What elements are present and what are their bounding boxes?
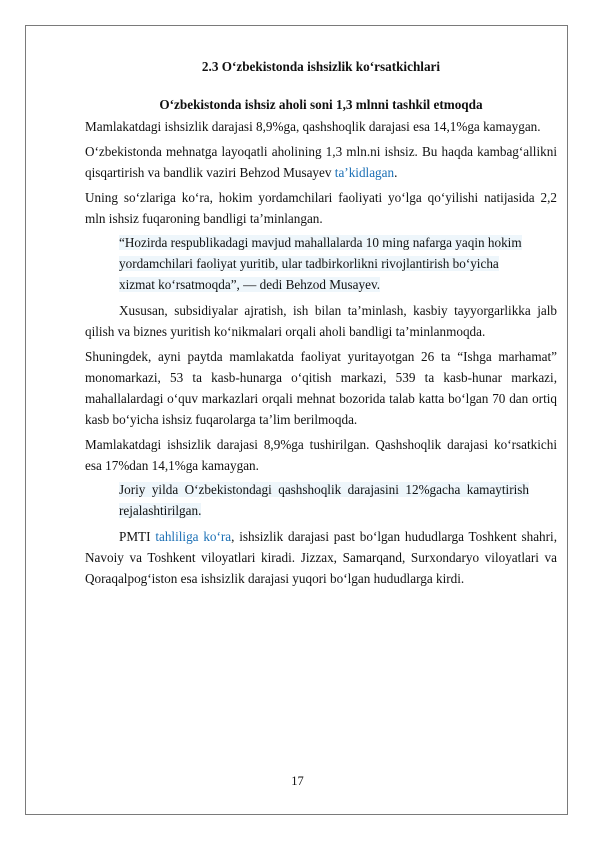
paragraph-6: Mamlakatdagi ishsizlik darajasi 8,9%ga tushirilgan. Qashshoqlik darajasi ko‘rsatkichi esa 17%dan 14,1%ga kamaygan. bbox=[85, 437, 557, 473]
paragraph-7 bbox=[85, 526, 557, 589]
paragraph-3: Uning so‘zlariga ko‘ra, hokim yordamchilari faoliyati yo‘lga qo‘yilishi natijasida 2,2 mln ishsiz fuqaroning bandligi ta’minlangan. bbox=[85, 190, 557, 226]
paragraph-2-end: . bbox=[394, 165, 398, 180]
quote-1-text: “Hozirda respublikadagi mavjud mahallalarda 10 ming nafarga yaqin hokim yordamchilari faoliyat yuritib, ular tadbirkorlikni rivojlantirish bo‘yicha xizmat ko‘rsatmoqda”, — dedi Behzod Musayev. bbox=[119, 235, 522, 292]
link-takidlagan[interactable]: ta’kidlagan bbox=[334, 165, 395, 180]
paragraph-5: Shuningdek, ayni paytda mamlakatda faoliyat yuritayotgan 26 ta “Ishga marhamat” monomarkazi, 53 ta kasb-hunarga o‘qitish markazi, 539 ta kasb-hunar markazi, mahallalardagi o‘quv markazlari orqali mehnat bozorida talab katta bo‘lgan 70 dan ortiq kasb bo‘yicha ishsiz fuqarolarga ta’lim berilmoqda. bbox=[85, 349, 557, 427]
paragraph-1: Mamlakatdagi ishsizlik darajasi 8,9%ga, qashshoqlik darajasi esa 14,1%ga kamaygan. bbox=[85, 119, 541, 134]
document-body bbox=[85, 52, 557, 589]
paragraph-7-start: PMTI bbox=[119, 529, 156, 544]
quote-1 bbox=[119, 232, 529, 295]
paragraph-2-text: O‘zbekistonda mehnatga layoqatli aholining 1,3 mln.ni ishsiz. Bu haqda kambag‘allikni qisqartirish va bandlik vaziri Behzod Musayev bbox=[85, 144, 557, 180]
paragraph-4: Xususan, subsidiyalar ajratish, ish bilan ta’minlash, kasbiy tayyorgarlikka jalb qilish va biznes yuritish ko‘nikmalari orqali aholi bandligi ta’minlanmoqda. bbox=[85, 303, 557, 339]
quote-2-text: Joriy yilda O‘zbekistondagi qashshoqlik darajasini 12%gacha kamaytirish rejalashtirilgan. bbox=[119, 482, 529, 518]
paragraph-2 bbox=[85, 141, 557, 183]
paragraph-7-text: , ishsizlik darajasi past bo‘lgan hududlarga Toshkent shahri, Navoiy va Toshkent viloyatlari kiradi. Jizzax, Samarqand, Surxondaryo viloyatlari va Qoraqalpog‘iston esa ishsizlik darajasi yuqori bo‘lgan hududlarga kirdi. bbox=[85, 529, 557, 586]
page-number: 17 bbox=[291, 774, 304, 788]
section-title: 2.3 O‘zbekistonda ishsizlik ko‘rsatkichlari bbox=[201, 59, 441, 74]
quote-2 bbox=[119, 479, 529, 521]
link-tahliliga[interactable]: tahliliga ko‘ra bbox=[155, 529, 232, 544]
article-heading: O‘zbekistonda ishsiz aholi soni 1,3 mlnni tashkil etmoqda bbox=[159, 97, 483, 112]
